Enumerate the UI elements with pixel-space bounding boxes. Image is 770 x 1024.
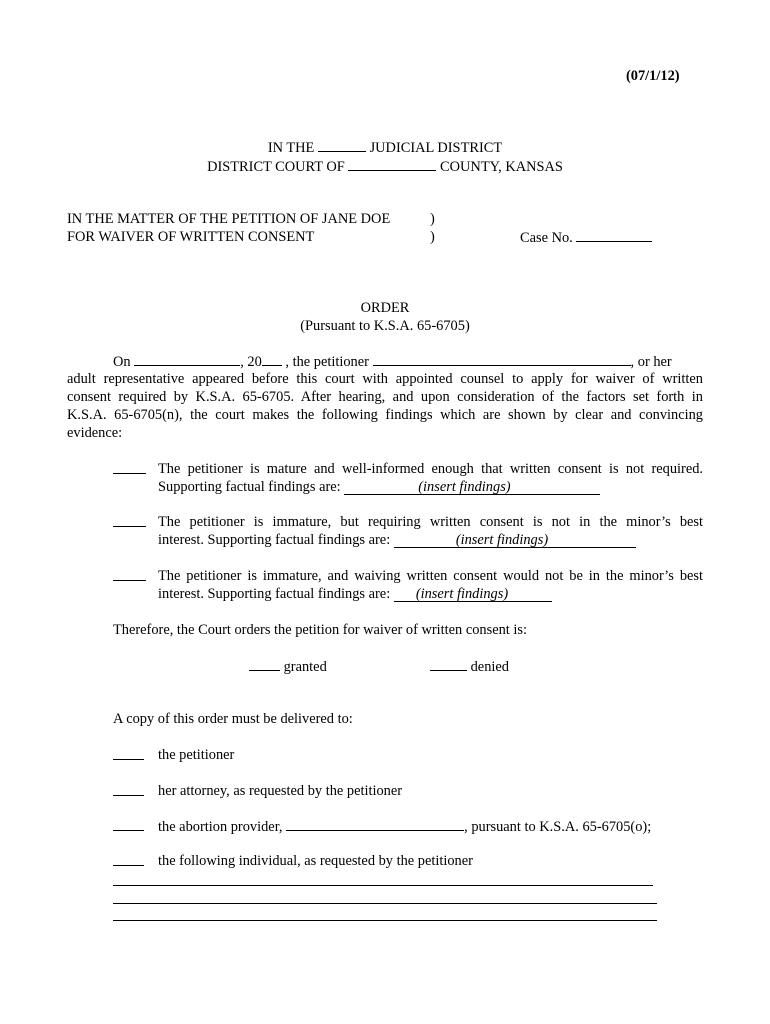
individual-line-3[interactable] <box>113 920 657 921</box>
court-prefix: IN THE <box>267 140 315 156</box>
finding-1-support <box>158 479 600 496</box>
denied-blank[interactable] <box>430 658 467 671</box>
year-blank[interactable] <box>262 353 282 366</box>
form-date: (07/1/12) <box>626 68 680 84</box>
finding-3-support <box>158 586 552 603</box>
court-suffix: JUDICIAL DISTRICT <box>369 140 503 156</box>
provider-suffix: , pursuant to K.S.A. 65-6705(o); <box>464 819 652 835</box>
individual-line-2[interactable] <box>113 903 657 904</box>
finding-1-support-label: Supporting factual findings are: <box>158 479 341 495</box>
finding-1-insert-field[interactable]: (insert findings) <box>344 480 600 495</box>
finding-2-insert-field[interactable]: (insert findings) <box>394 533 636 548</box>
finding-2-support-label: interest. Supporting factual findings are: <box>158 532 391 548</box>
recipient-petitioner-checkbox[interactable] <box>113 747 144 765</box>
provider-prefix: the abortion provider, <box>158 819 283 835</box>
caption-paren-1: ) <box>430 211 435 227</box>
date-blank[interactable] <box>134 353 240 366</box>
caption-line2: FOR WAIVER OF WRITTEN CONSENT <box>67 229 315 245</box>
intro-petitioner: , the petitioner <box>285 354 369 370</box>
recipient-individual-label: the following individual, as requested by the petitioner <box>158 853 473 869</box>
recipient-petitioner-label: the petitioner <box>158 747 235 763</box>
order-title: ORDER <box>360 300 410 316</box>
case-no-label: Case No. <box>520 230 573 246</box>
petitioner-name-blank[interactable] <box>373 353 631 366</box>
court-header-line2 <box>0 158 770 176</box>
recipient-attorney-checkbox[interactable] <box>113 783 144 801</box>
intro-on: On <box>113 354 131 370</box>
finding-3-insert-field[interactable]: (insert findings) <box>394 587 552 602</box>
recipient-individual-checkbox[interactable] <box>113 853 144 871</box>
granted-label: granted <box>283 659 327 675</box>
caption-line1: IN THE MATTER OF THE PETITION OF JANE DOE <box>67 211 391 227</box>
court-header-line1 <box>0 139 770 157</box>
finding-2-support <box>158 532 636 549</box>
recipient-provider <box>158 818 651 836</box>
finding-3-support-label: interest. Supporting factual findings are: <box>158 586 391 602</box>
case-no-blank[interactable] <box>576 229 652 242</box>
granted-option[interactable] <box>249 658 327 676</box>
intro-year-prefix: , 20 <box>240 354 262 370</box>
individual-line-1[interactable] <box>113 885 653 886</box>
finding-3-text: The petitioner is immature, and waiving written consent would not be in the minor’s best <box>158 568 703 584</box>
order-subtitle: (Pursuant to K.S.A. 65-6705) <box>300 318 470 334</box>
provider-name-blank[interactable] <box>286 818 464 831</box>
caption-paren-2: ) <box>430 229 435 245</box>
denied-label: denied <box>470 659 509 675</box>
district-number-blank[interactable] <box>318 139 366 152</box>
copy-heading: A copy of this order must be delivered to: <box>113 711 353 727</box>
intro-line5: evidence: <box>67 425 123 441</box>
intro-line1 <box>67 353 703 371</box>
intro-or-her: , or her <box>630 354 672 370</box>
finding-1-text: The petitioner is mature and well-informed enough that written consent is not required. <box>158 461 703 477</box>
district-prefix: DISTRICT COURT OF <box>207 159 345 175</box>
intro-line3: consent required by K.S.A. 65-6705. After hearing, and upon consideration of the factors set forth in <box>67 389 703 405</box>
case-number <box>520 229 652 247</box>
finding-2-checkbox[interactable] <box>113 514 146 532</box>
finding-2-text: The petitioner is immature, but requiring written consent is not in the minor’s best <box>158 514 703 530</box>
therefore-text: Therefore, the Court orders the petition for waiver of written consent is: <box>113 622 527 638</box>
finding-1-checkbox[interactable] <box>113 461 146 479</box>
district-suffix: COUNTY, KANSAS <box>440 159 563 175</box>
intro-line4: K.S.A. 65-6705(n), the court makes the following findings which are shown by clear and convincing <box>67 407 703 423</box>
intro-line2: adult representative appeared before this court with appointed counsel to apply for waiver of written <box>67 371 703 387</box>
recipient-attorney-label: her attorney, as requested by the petitioner <box>158 783 403 799</box>
county-blank[interactable] <box>348 158 436 171</box>
granted-blank[interactable] <box>249 658 280 671</box>
finding-3-checkbox[interactable] <box>113 568 146 586</box>
denied-option[interactable] <box>430 658 509 676</box>
recipient-provider-checkbox[interactable] <box>113 818 144 836</box>
